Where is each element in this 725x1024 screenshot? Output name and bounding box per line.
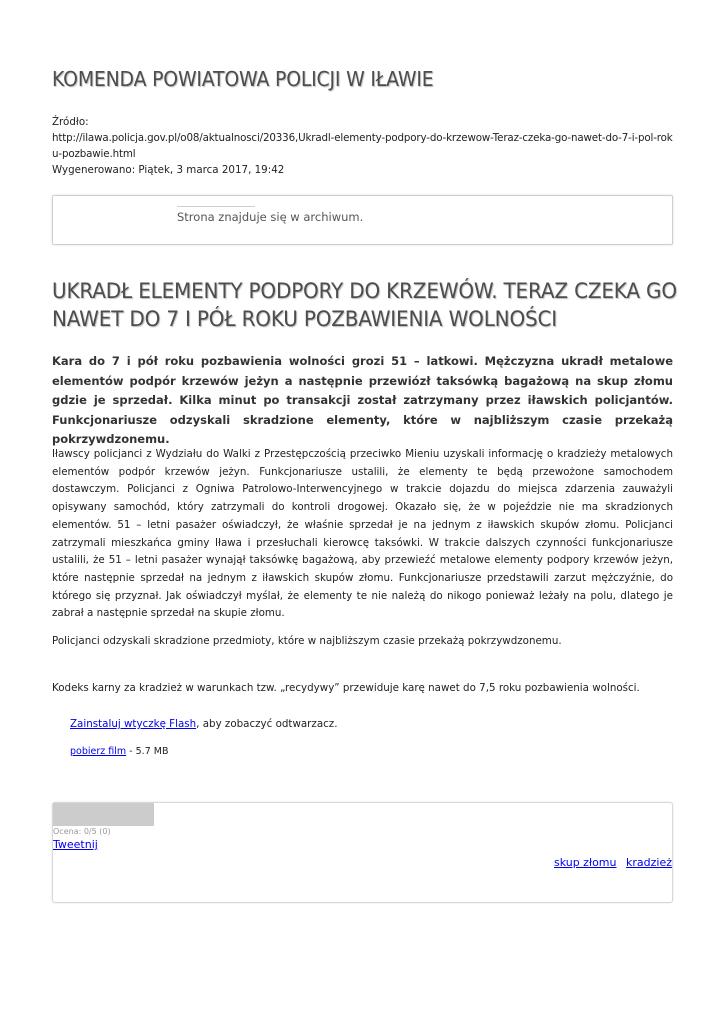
article-paragraph-3: Kodeks karny za kradzież w warunkach tzw. „recydywy” przewiduje karę nawet do 7,5 roku pozbawienia wolności. (52, 682, 640, 694)
archive-notice: Strona znajduje się w archiwum. (177, 210, 364, 224)
tweet-link[interactable]: Tweetnij (53, 838, 98, 851)
site-title: KOMENDA POWIATOWA POLICJI W IŁAWIE (52, 67, 434, 91)
archive-divider (177, 206, 255, 207)
tag-list (548, 856, 672, 869)
download-video-link[interactable]: pobierz film (70, 746, 127, 757)
source-label: Źródło: (52, 116, 89, 128)
tag-link[interactable]: kradzież (626, 856, 672, 869)
print-meta (52, 114, 674, 178)
flash-notice (70, 718, 337, 730)
article-footer (52, 802, 673, 903)
rating-stars[interactable] (53, 803, 154, 826)
article-paragraph-2: Policjanci odzyskali skradzione przedmioty, które w najbliższym czasie przekażą pokrzywdzonemu. (52, 635, 562, 647)
source-url: http://ilawa.policja.gov.pl/o08/aktualnosci/20336,Ukradl-elementy-podpory-do-krzewow-Teraz-czeka-go-nawet-do-7-i-pol-roku-pozbawie.html (52, 132, 673, 160)
download-size: - 5.7 MB (126, 746, 169, 757)
flash-notice-suffix: , aby zobaczyć odtwarzacz. (196, 718, 338, 730)
article-lead: Kara do 7 i pół roku pozbawienia wolności grozi 51 – latkowi. Mężczyzna ukradł metalowe elementów podpór krzewów jeżyn a następnie przewiózł taksówką bagażową na skup złomu gdzie je sprzedał. Kilka minut po transakcji został zatrzymany przez iławskich policjantów. Funkcjonariusze odzyskali skradzione elementy, które w najbliższym czasie przekażą pokrzywdzonemu. (52, 354, 673, 446)
article-title: UKRADŁ ELEMENTY PODPORY DO KRZEWÓW. TERAZ CZEKA GO NAWET DO 7 I PÓŁ ROKU POZBAWIENIA WOLNOŚCI (52, 279, 677, 332)
generated-date: Wygenerowano: Piątek, 3 marca 2017, 19:42 (52, 164, 285, 176)
tag-link[interactable]: skup złomu (553, 856, 617, 869)
download-row (70, 746, 168, 757)
article-body: Iławscy policjanci z Wydziału do Walki z Przestępczością przeciwko Mieniu uzyskali informację o kradzieży metalowych elementów podpór krzewów jeżyn. Funkcjonariusze ustalili, że elementy te będą przewożone samochodem dostawczym. Policjanci z Ogniwa Patrolowo-Interwencyjnego w trakcie dojazdu do miejsca zdarzenia zauważyli opisywany samochód, który zatrzymali do kontroli drogowej. Okazało się, że w pojeździe nie ma skradzionych elementów. 51 – letni pasażer oświadczył, że właśnie sprzedał je na jednym z iławskich skupów złomu. Policjanci zatrzymali mieszkańca gminy Iława i przesłuchali kierowcę taksówki. W trakcie dalszych czynności funkcjonariusze ustalili, że 51 – letni pasażer wynajął taksówkę bagażową, aby przewieźć metalowe elementy podpory krzewów jeżyn, które następnie sprzedał na jednym z iławskich skupów złomu. Funkcjonariusze przedstawili zarzut mężczyźnie, do którego się przyznał. Jak oświadczył myślał, że elementy te nie należą do nikogo ponieważ leżały na polu, dlatego je zabrał a następnie sprzedał na skupie złomu. (52, 448, 673, 620)
install-flash-link[interactable]: Zainstaluj wtyczkę Flash (70, 718, 197, 730)
rating-text: Ocena: 0/5 (0) (53, 827, 111, 836)
archive-notice-box (52, 195, 673, 245)
